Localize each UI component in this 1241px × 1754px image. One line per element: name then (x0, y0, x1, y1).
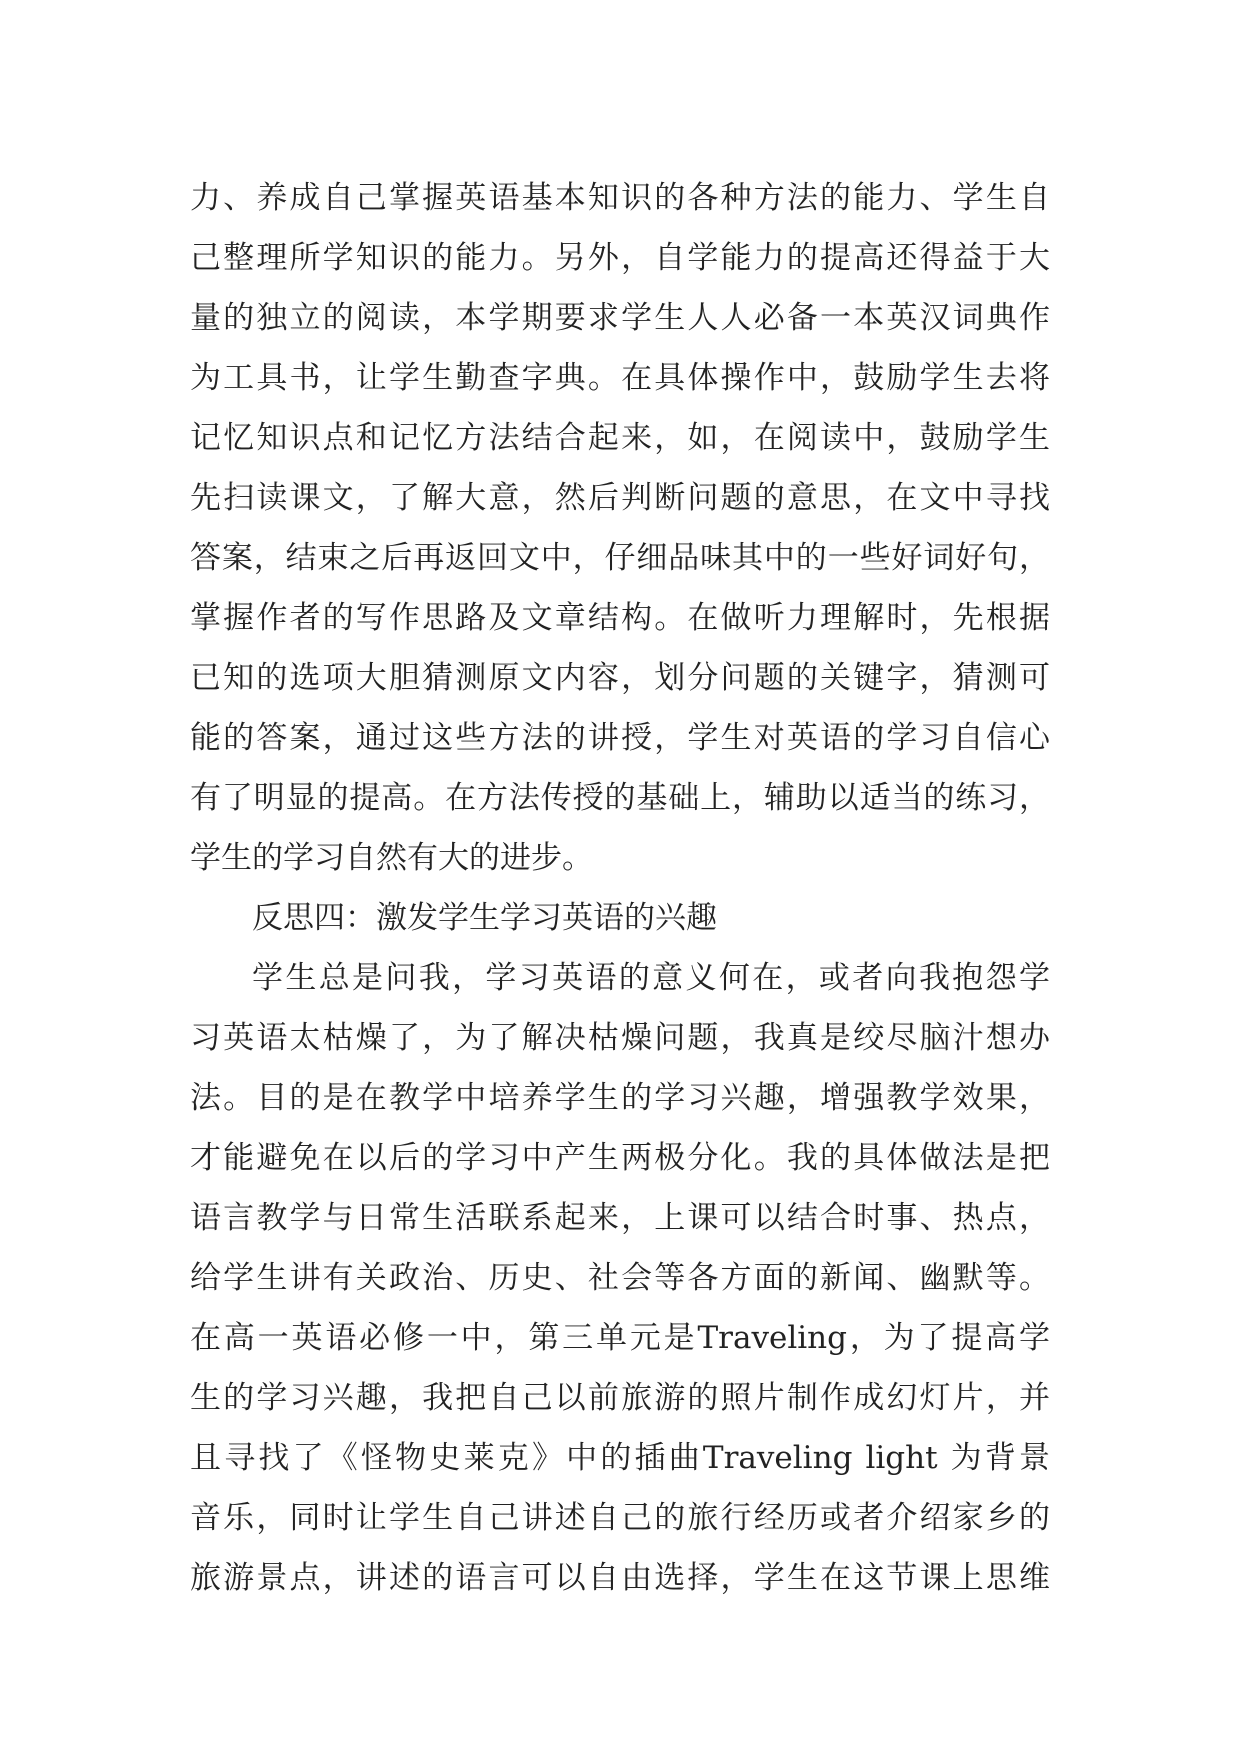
document-body (0, 168, 1241, 1608)
paragraph-line: 量的独立的阅读，本学期要求学生人人必备一本英汉词典作 (190, 300, 1050, 336)
paragraph-line: 学生的学习自然有大的进步。 (190, 840, 593, 876)
paragraph-line: 记忆知识点和记忆方法结合起来，如，在阅读中，鼓励学生 (190, 420, 1050, 456)
paragraph-line: 已知的选项大胆猜测原文内容，划分问题的关键字，猜测可 (190, 660, 1050, 696)
paragraph-line: 在高一英语必修一中，第三单元是Traveling，为了提高学 (190, 1320, 1050, 1356)
paragraph-line: 力、养成自己掌握英语基本知识的各种方法的能力、学生自 (190, 180, 1050, 216)
section-heading: 反思四：激发学生学习英语的兴趣 (252, 900, 717, 936)
paragraph-first-line: 学生总是问我，学习英语的意义何在，或者向我抱怨学 (252, 960, 1050, 996)
paragraph-line: 有了明显的提高。在方法传授的基础上，辅助以适当的练习， (190, 780, 1050, 816)
paragraph-line: 生的学习兴趣，我把自己以前旅游的照片制作成幻灯片，并 (190, 1380, 1050, 1416)
paragraph-line: 先扫读课文，了解大意，然后判断问题的意思，在文中寻找 (190, 480, 1050, 516)
paragraph-line: 给学生讲有关政治、历史、社会等各方面的新闻、幽默等。 (190, 1260, 1050, 1296)
paragraph-line: 习英语太枯燥了，为了解决枯燥问题，我真是绞尽脑汁想办 (190, 1020, 1050, 1056)
paragraph-line: 语言教学与日常生活联系起来，上课可以结合时事、热点， (190, 1200, 1050, 1236)
paragraph-line: 能的答案，通过这些方法的讲授，学生对英语的学习自信心 (190, 720, 1050, 756)
paragraph-line: 才能避免在以后的学习中产生两极分化。我的具体做法是把 (190, 1140, 1050, 1176)
paragraph-line: 为工具书，让学生勤查字典。在具体操作中，鼓励学生去将 (190, 360, 1050, 396)
paragraph-line: 旅游景点，讲述的语言可以自由选择，学生在这节课上思维 (190, 1560, 1050, 1596)
paragraph-line: 且寻找了《怪物史莱克》中的插曲Traveling light 为背景 (190, 1440, 1050, 1476)
paragraph-line: 音乐，同时让学生自己讲述自己的旅行经历或者介绍家乡的 (190, 1500, 1050, 1536)
paragraph-line: 己整理所学知识的能力。另外，自学能力的提高还得益于大 (190, 240, 1050, 276)
paragraph-line: 答案，结束之后再返回文中，仔细品味其中的一些好词好句， (190, 540, 1050, 576)
paragraph-line: 掌握作者的写作思路及文章结构。在做听力理解时，先根据 (190, 600, 1050, 636)
paragraph-line: 法。目的是在教学中培养学生的学习兴趣，增强教学效果， (190, 1080, 1050, 1116)
